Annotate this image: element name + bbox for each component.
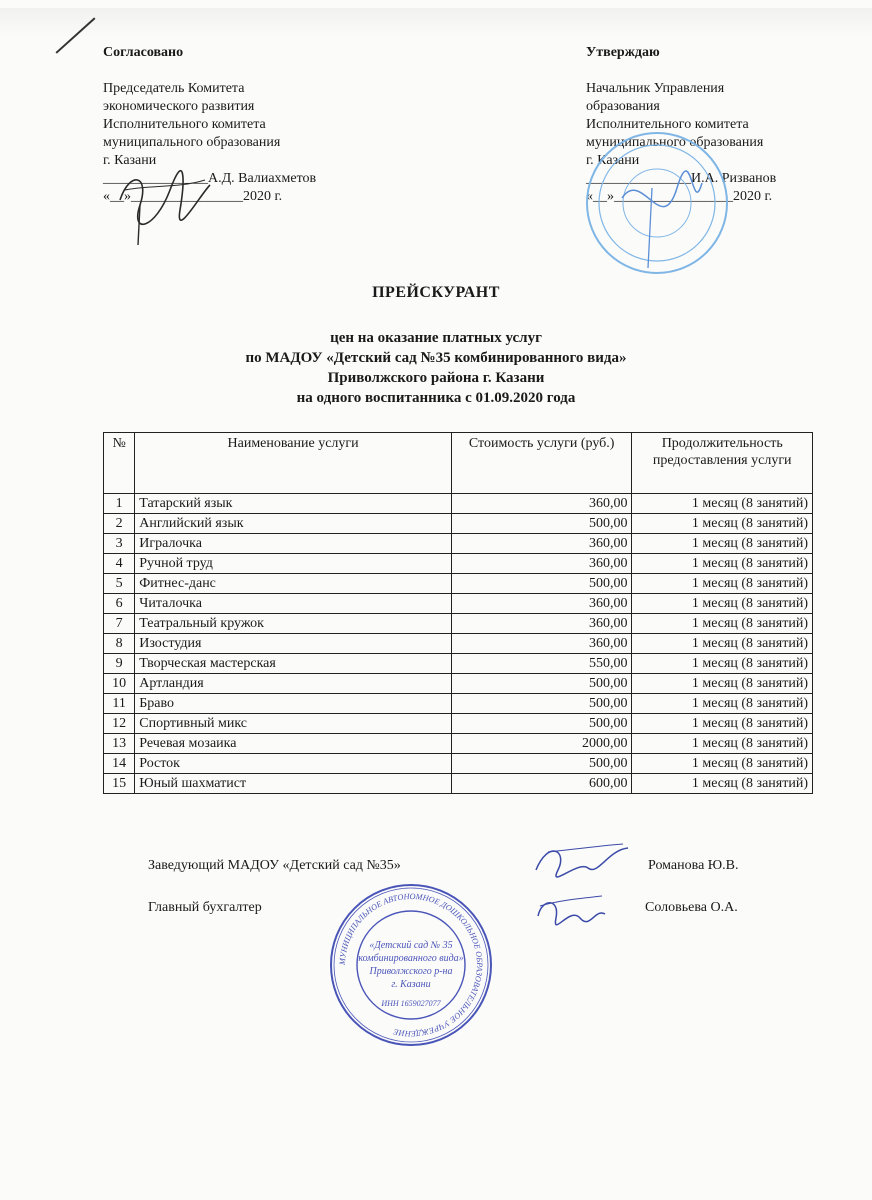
table-row bbox=[104, 534, 813, 554]
date-line-left: «__»________________2020 г. bbox=[103, 189, 283, 204]
row-service-name: Фитнес-данс bbox=[135, 574, 452, 594]
row-duration: 1 месяц (8 занятий) bbox=[632, 634, 813, 654]
approval-heading-left: Согласовано bbox=[103, 45, 184, 60]
header-num: № bbox=[104, 433, 135, 494]
table-row bbox=[104, 634, 813, 654]
document-title: ПРЕЙСКУРАНТ bbox=[372, 284, 500, 301]
stamp-inn-text: ИНН 1659027077 bbox=[381, 999, 441, 1008]
table-row bbox=[104, 514, 813, 534]
row-service-name: Театральный кружок bbox=[135, 614, 452, 634]
row-service-name: Творческая мастерская bbox=[135, 654, 452, 674]
approval-line: Исполнительного комитета bbox=[103, 117, 266, 132]
row-price: 2000,00 bbox=[451, 734, 632, 754]
approval-line: г. Казани bbox=[586, 153, 640, 168]
approval-line: муниципального образования bbox=[586, 135, 764, 150]
document-subtitle bbox=[0, 328, 872, 408]
approval-heading-right: Утверждаю bbox=[586, 45, 660, 60]
row-num: 5 bbox=[104, 574, 135, 594]
stamp-line: комбинированного вида» bbox=[358, 953, 464, 964]
approval-line: Начальник Управления bbox=[586, 81, 725, 96]
approval-line: муниципального образования bbox=[103, 135, 281, 150]
table-row bbox=[104, 554, 813, 574]
stamp-line: «Детский сад № 35 bbox=[369, 940, 453, 951]
row-num: 1 bbox=[104, 494, 135, 514]
table-row bbox=[104, 674, 813, 694]
row-duration: 1 месяц (8 занятий) bbox=[632, 494, 813, 514]
row-price: 500,00 bbox=[451, 674, 632, 694]
row-price: 500,00 bbox=[451, 514, 632, 534]
row-duration: 1 месяц (8 занятий) bbox=[632, 594, 813, 614]
signature-accountant-icon bbox=[530, 888, 610, 938]
row-service-name: Артландия bbox=[135, 674, 452, 694]
row-num: 13 bbox=[104, 734, 135, 754]
row-price: 360,00 bbox=[451, 614, 632, 634]
row-service-name: Ручной труд bbox=[135, 554, 452, 574]
table-row bbox=[104, 774, 813, 794]
approval-stamp-icon bbox=[582, 128, 732, 278]
stamp-line: г. Казани bbox=[391, 979, 431, 990]
table-row bbox=[104, 754, 813, 774]
row-service-name: Игралочка bbox=[135, 534, 452, 554]
header-name: Наименование услуги bbox=[135, 433, 452, 494]
row-price: 500,00 bbox=[451, 694, 632, 714]
table-row bbox=[104, 714, 813, 734]
row-price: 500,00 bbox=[451, 574, 632, 594]
table-row bbox=[104, 734, 813, 754]
approval-line: экономического развития bbox=[103, 99, 255, 114]
row-price: 360,00 bbox=[451, 594, 632, 614]
row-num: 6 bbox=[104, 594, 135, 614]
organization-stamp-icon bbox=[326, 880, 496, 1050]
stamp-line: Приволжского р-на bbox=[369, 966, 453, 977]
table-row bbox=[104, 614, 813, 634]
approval-line: Исполнительного комитета bbox=[586, 117, 749, 132]
row-num: 12 bbox=[104, 714, 135, 734]
row-num: 4 bbox=[104, 554, 135, 574]
subtitle-line: Приволжского района г. Казани bbox=[327, 370, 545, 386]
row-duration: 1 месяц (8 занятий) bbox=[632, 734, 813, 754]
subtitle-line: на одного воспитанника с 01.09.2020 года bbox=[296, 390, 576, 406]
accountant-label: Главный бухгалтер bbox=[148, 900, 262, 915]
row-service-name: Речевая мозаика bbox=[135, 734, 452, 754]
row-duration: 1 месяц (8 занятий) bbox=[632, 674, 813, 694]
signature-left-icon bbox=[110, 160, 220, 250]
row-price: 360,00 bbox=[451, 634, 632, 654]
table-row bbox=[104, 594, 813, 614]
row-service-name: Изостудия bbox=[135, 634, 452, 654]
row-price: 500,00 bbox=[451, 754, 632, 774]
row-duration: 1 месяц (8 занятий) bbox=[632, 514, 813, 534]
signature-head-icon bbox=[528, 840, 638, 890]
row-service-name: Росток bbox=[135, 754, 452, 774]
row-num: 9 bbox=[104, 654, 135, 674]
subtitle-line: по МАДОУ «Детский сад №35 комбинированного вида» bbox=[245, 350, 627, 366]
stamp-ring-text: МУНИЦИПАЛЬНОЕ АВТОНОМНОЕ ДОШКОЛЬНОЕ ОБРАЗОВАТЕЛЬНОЕ УЧРЕЖДЕНИЕ bbox=[337, 891, 485, 1039]
row-num: 10 bbox=[104, 674, 135, 694]
row-num: 7 bbox=[104, 614, 135, 634]
head-label: Заведующий МАДОУ «Детский сад №35» bbox=[148, 858, 401, 873]
approval-line: Председатель Комитета bbox=[103, 81, 245, 96]
approval-line: г. Казани bbox=[103, 153, 157, 168]
table-row bbox=[104, 694, 813, 714]
row-num: 3 bbox=[104, 534, 135, 554]
header-duration: Продолжительность предоставления услуги bbox=[632, 433, 813, 494]
row-duration: 1 месяц (8 занятий) bbox=[632, 694, 813, 714]
row-num: 14 bbox=[104, 754, 135, 774]
price-table bbox=[103, 432, 813, 794]
table-row bbox=[104, 574, 813, 594]
signature-line-right: _______________И.А. Ризванов bbox=[586, 171, 777, 186]
table-row bbox=[104, 494, 813, 514]
row-price: 360,00 bbox=[451, 554, 632, 574]
row-num: 8 bbox=[104, 634, 135, 654]
row-duration: 1 месяц (8 занятий) bbox=[632, 654, 813, 674]
price-table-body bbox=[104, 494, 813, 794]
row-duration: 1 месяц (8 занятий) bbox=[632, 574, 813, 594]
row-price: 500,00 bbox=[451, 714, 632, 734]
row-duration: 1 месяц (8 занятий) bbox=[632, 534, 813, 554]
row-service-name: Английский язык bbox=[135, 514, 452, 534]
row-num: 15 bbox=[104, 774, 135, 794]
subtitle-line: цен на оказание платных услуг bbox=[330, 330, 542, 346]
row-price: 360,00 bbox=[451, 494, 632, 514]
row-num: 2 bbox=[104, 514, 135, 534]
signature-line-left: _______________А.Д. Валиахметов bbox=[103, 171, 317, 186]
row-service-name: Читалочка bbox=[135, 594, 452, 614]
header-price: Стоимость услуги (руб.) bbox=[451, 433, 632, 494]
row-num: 11 bbox=[104, 694, 135, 714]
table-row bbox=[104, 654, 813, 674]
row-service-name: Спортивный микс bbox=[135, 714, 452, 734]
row-service-name: Татарский язык bbox=[135, 494, 452, 514]
row-duration: 1 месяц (8 занятий) bbox=[632, 554, 813, 574]
scan-shadow bbox=[0, 8, 872, 38]
head-name: Романова Ю.В. bbox=[648, 858, 739, 873]
row-price: 600,00 bbox=[451, 774, 632, 794]
row-service-name: Юный шахматист bbox=[135, 774, 452, 794]
accountant-name: Соловьева О.А. bbox=[645, 900, 738, 915]
row-duration: 1 месяц (8 занятий) bbox=[632, 714, 813, 734]
approval-line: образования bbox=[586, 99, 660, 114]
row-service-name: Браво bbox=[135, 694, 452, 714]
row-duration: 1 месяц (8 занятий) bbox=[632, 754, 813, 774]
row-duration: 1 месяц (8 занятий) bbox=[632, 774, 813, 794]
table-header-row bbox=[104, 433, 813, 494]
row-duration: 1 месяц (8 занятий) bbox=[632, 614, 813, 634]
row-price: 360,00 bbox=[451, 534, 632, 554]
date-line-right: «__»_________________2020 г. bbox=[586, 189, 773, 204]
row-price: 550,00 bbox=[451, 654, 632, 674]
